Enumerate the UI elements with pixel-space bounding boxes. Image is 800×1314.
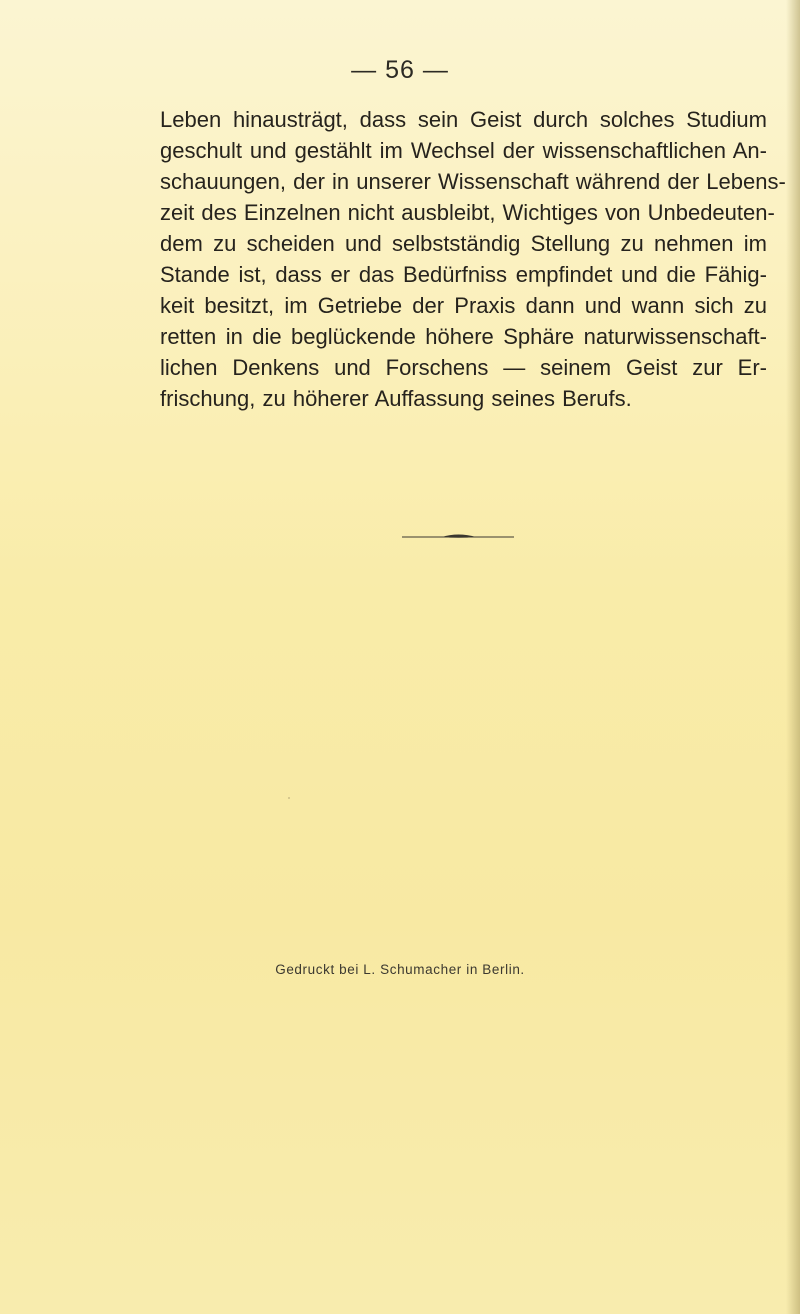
text-line: zeit des Einzelnen nicht ausbleibt, Wichtiges von Unbedeuten- <box>160 200 775 225</box>
page-number: — 56 — <box>351 56 449 84</box>
page-edge-shadow <box>786 0 800 1314</box>
printer-imprint: Gedruckt bei L. Schumacher in Berlin. <box>275 962 525 977</box>
text-line: dem zu scheiden und selbstständig Stellung zu nehmen im <box>160 231 767 256</box>
text-line: Leben hinausträgt, dass sein Geist durch solches Studium <box>160 107 767 132</box>
text-line: geschult und gestählt im Wechsel der wissenschaftlichen An- <box>160 138 767 163</box>
paper-speck <box>288 797 290 799</box>
text-line: retten in die beglückende höhere Sphäre naturwissenschaft- <box>160 324 767 349</box>
text-line: Stande ist, dass er das Bedürfniss empfindet und die Fähig- <box>160 262 767 287</box>
body-paragraph <box>160 104 786 414</box>
text-line: schauungen, der in unserer Wissenschaft während der Lebens- <box>160 169 786 194</box>
ornament-divider <box>402 530 514 542</box>
text-line: frischung, zu höherer Auffassung seines Berufs. <box>160 386 632 411</box>
text-line: keit besitzt, im Getriebe der Praxis dann und wann sich zu <box>160 293 767 318</box>
ornament-swell <box>442 535 476 538</box>
text-line: lichen Denkens und Forschens — seinem Geist zur Er- <box>160 355 767 380</box>
